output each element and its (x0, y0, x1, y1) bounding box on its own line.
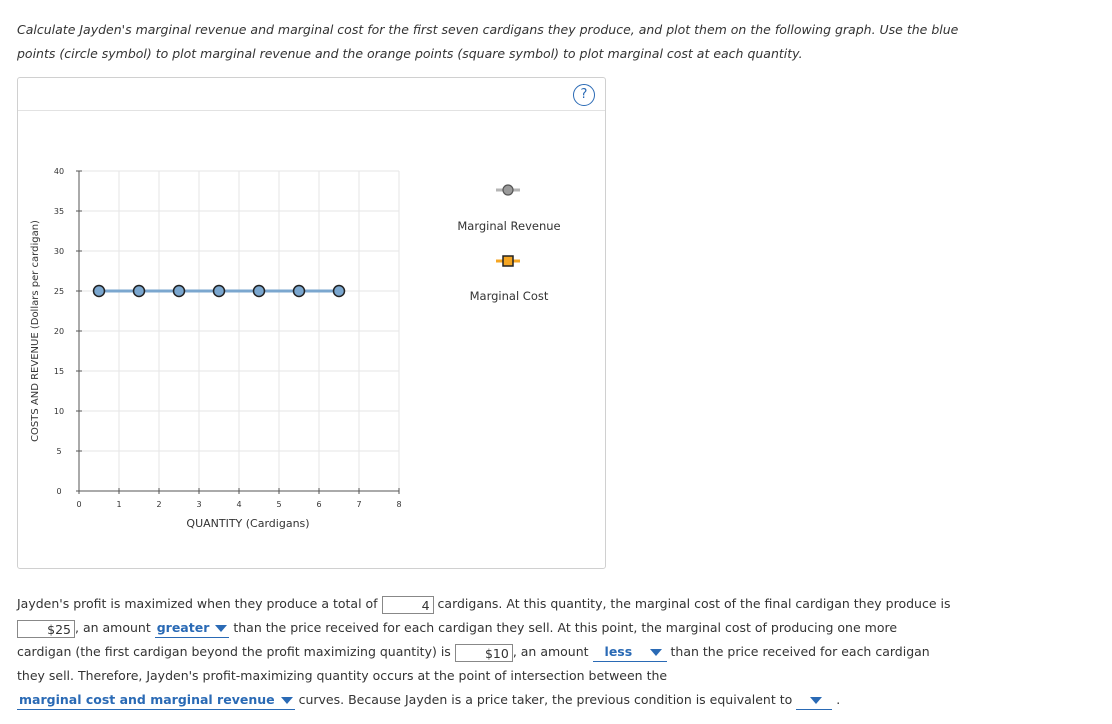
marginal-cost-input[interactable]: $25 (17, 620, 75, 638)
y-tick-label: 10 (53, 407, 65, 416)
marginal-revenue-point[interactable] (254, 286, 265, 297)
marginal-revenue-point[interactable] (334, 286, 345, 297)
y-tick-label: 15 (53, 367, 65, 376)
y-tick-label: 25 (53, 287, 65, 296)
x-tick-label: 4 (236, 500, 242, 509)
chevron-down-icon (215, 625, 227, 632)
chevron-down-icon (650, 649, 662, 656)
x-tick-label: 1 (116, 500, 122, 509)
dropdown-value: marginal cost and marginal revenue (19, 692, 275, 707)
answer-text: . (836, 692, 841, 707)
help-button[interactable]: ? (573, 84, 595, 106)
graph-panel (17, 77, 606, 569)
answer-line-5 (17, 688, 1097, 712)
dropdown-value: greater (156, 620, 210, 635)
y-axis-label: COSTS AND REVENUE (Dollars per cardigan) (30, 220, 41, 442)
comparison-dropdown-1[interactable] (155, 619, 230, 638)
quantity-input[interactable]: 4 (382, 596, 434, 614)
legend-mr-circle-icon[interactable] (503, 185, 513, 195)
marginal-revenue-point[interactable] (174, 286, 185, 297)
y-tick-label: 40 (53, 167, 65, 176)
marginal-revenue-point[interactable] (294, 286, 305, 297)
y-tick-label: 30 (53, 247, 65, 256)
y-tick-label: 20 (53, 327, 65, 336)
answer-text: they sell. Therefore, Jayden's profit-maximizing quantity occurs at the point of intersection between the (17, 668, 668, 683)
instructions-line-2: points (circle symbol) to plot marginal revenue and the orange points (square symbol) to plot marginal cost at each quantity. (17, 46, 803, 61)
answer-text: , an amount (512, 644, 589, 659)
chevron-down-icon (810, 697, 822, 704)
answer-text: cardigans. At this quantity, the marginal cost of the final cardigan they produce is (437, 596, 951, 611)
instructions-line-1: Calculate Jayden's marginal revenue and marginal cost for the first seven cardigans they produce, and plot them on the following graph. Use the blue (17, 22, 959, 37)
x-tick-label: 6 (316, 500, 322, 509)
legend-mc-label: Marginal Cost (469, 289, 549, 303)
x-tick-label: 0 (76, 500, 82, 509)
condition-dropdown[interactable] (796, 691, 832, 710)
y-tick-label: 0 (56, 487, 62, 496)
y-tick-label: 5 (56, 447, 62, 456)
instructions (17, 18, 1087, 66)
next-marginal-cost-input[interactable]: $10 (455, 644, 513, 662)
answer-text: , an amount (75, 620, 151, 635)
answer-text: than the price received for each cardigan (670, 644, 930, 659)
x-axis-label: QUANTITY (Cardigans) (186, 517, 310, 530)
answer-paragraph (17, 592, 1097, 712)
legend-mr-label: Marginal Revenue (457, 219, 561, 233)
graph-chart[interactable] (18, 78, 605, 568)
answer-line-3 (17, 640, 1097, 664)
answer-text: Jayden's profit is maximized when they produce a total of (17, 596, 378, 611)
answer-line-4 (17, 664, 1097, 688)
marginal-revenue-point[interactable] (94, 286, 105, 297)
answer-text: than the price received for each cardigan they sell. At this point, the marginal cost of producing one more (233, 620, 898, 635)
x-tick-label: 7 (356, 500, 362, 509)
answer-line-1 (17, 592, 1097, 616)
chevron-down-icon (281, 697, 293, 704)
x-tick-label: 2 (156, 500, 162, 509)
answer-text: curves. Because Jayden is a price taker, the previous condition is equivalent to (298, 692, 793, 707)
x-tick-label: 3 (196, 500, 202, 509)
y-tick-label: 35 (53, 207, 65, 216)
legend-mc-square-icon[interactable] (503, 256, 513, 266)
answer-text: cardigan (the first cardigan beyond the profit maximizing quantity) is (17, 644, 451, 659)
answer-line-2 (17, 616, 1097, 640)
marginal-revenue-point[interactable] (134, 286, 145, 297)
marginal-revenue-point[interactable] (214, 286, 225, 297)
x-tick-label: 5 (276, 500, 282, 509)
dropdown-value: less (604, 644, 633, 659)
x-tick-label: 8 (396, 500, 402, 509)
intersection-dropdown[interactable] (17, 691, 295, 710)
comparison-dropdown-2[interactable] (593, 643, 667, 662)
